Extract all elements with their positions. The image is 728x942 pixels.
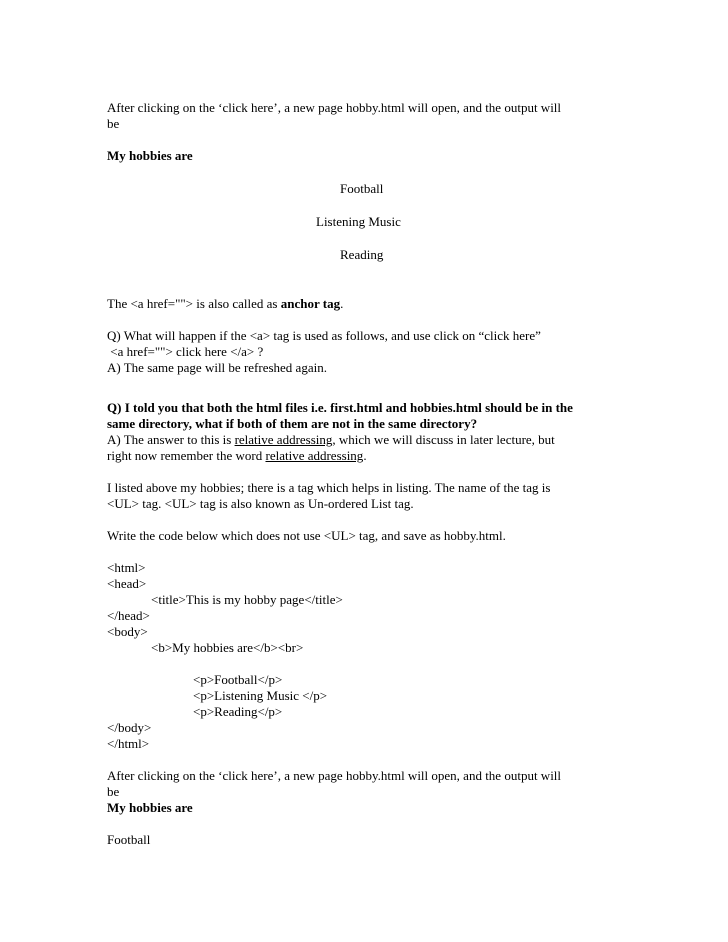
- code-line: <html>: [107, 560, 146, 575]
- outro-heading: My hobbies are: [107, 800, 193, 815]
- outro-line-2: be: [107, 784, 120, 799]
- outro-first-item: Football: [107, 832, 151, 847]
- code-line: <p>Reading</p>: [193, 704, 283, 719]
- relative-addressing-link: relative addressing: [234, 432, 333, 447]
- code-line: </html>: [107, 736, 150, 751]
- lists-line-1: I listed above my hobbies; there is a tag which helps in listing. The name of the tag is: [107, 480, 551, 495]
- code-block: [107, 560, 627, 752]
- code-line: <p>Football</p>: [193, 672, 283, 687]
- lists-line-2: <UL> tag. <UL> tag is also known as Un-ordered List tag.: [107, 496, 414, 511]
- centered-hobbies: [107, 164, 627, 276]
- answer-2-line-2: right now remember the word relative addressing.: [107, 448, 367, 463]
- code-line: <head>: [107, 576, 147, 591]
- answer-2-line-1: A) The answer to this is relative addressing, which we will discuss in later lecture, but: [107, 432, 555, 447]
- code-line: <b>My hobbies are</b><br>: [151, 640, 304, 655]
- code-line: <p>Listening Music </p>: [193, 688, 328, 703]
- code-line: <title>This is my hobby page</title>: [151, 592, 343, 607]
- code-line: </body>: [107, 720, 152, 735]
- question-1-line-2: <a href=""> click here </a> ?: [107, 344, 264, 359]
- question-2-line-1: Q) I told you that both the html files i.e. first.html and hobbies.html should be in the: [107, 400, 573, 415]
- hobbies-heading: My hobbies are: [107, 148, 193, 163]
- anchor-tag-line: The <a href=""> is also called as anchor tag.: [107, 296, 344, 311]
- answer-1: A) The same page will be refreshed again.: [107, 360, 327, 375]
- code-line: <body>: [107, 624, 148, 639]
- relative-addressing-link: relative addressing: [265, 448, 364, 463]
- question-1-line-1: Q) What will happen if the <a> tag is used as follows, and use click on “click here”: [107, 328, 541, 343]
- outro-line-1: After clicking on the ‘click here’, a new page hobby.html will open, and the output will: [107, 768, 562, 783]
- write-code-instruction: Write the code below which does not use <UL> tag, and save as hobby.html.: [107, 528, 506, 543]
- document-page: [107, 100, 627, 848]
- hobby-item: Reading: [340, 247, 384, 262]
- hobby-item: Listening Music: [316, 214, 401, 229]
- intro-line-2: be: [107, 116, 120, 131]
- code-line: </head>: [107, 608, 150, 623]
- question-2-line-2: same directory, what if both of them are not in the same directory?: [107, 416, 478, 431]
- intro-line-1: After clicking on the ‘click here’, a new page hobby.html will open, and the output will: [107, 100, 562, 115]
- hobby-item: Football: [340, 181, 384, 196]
